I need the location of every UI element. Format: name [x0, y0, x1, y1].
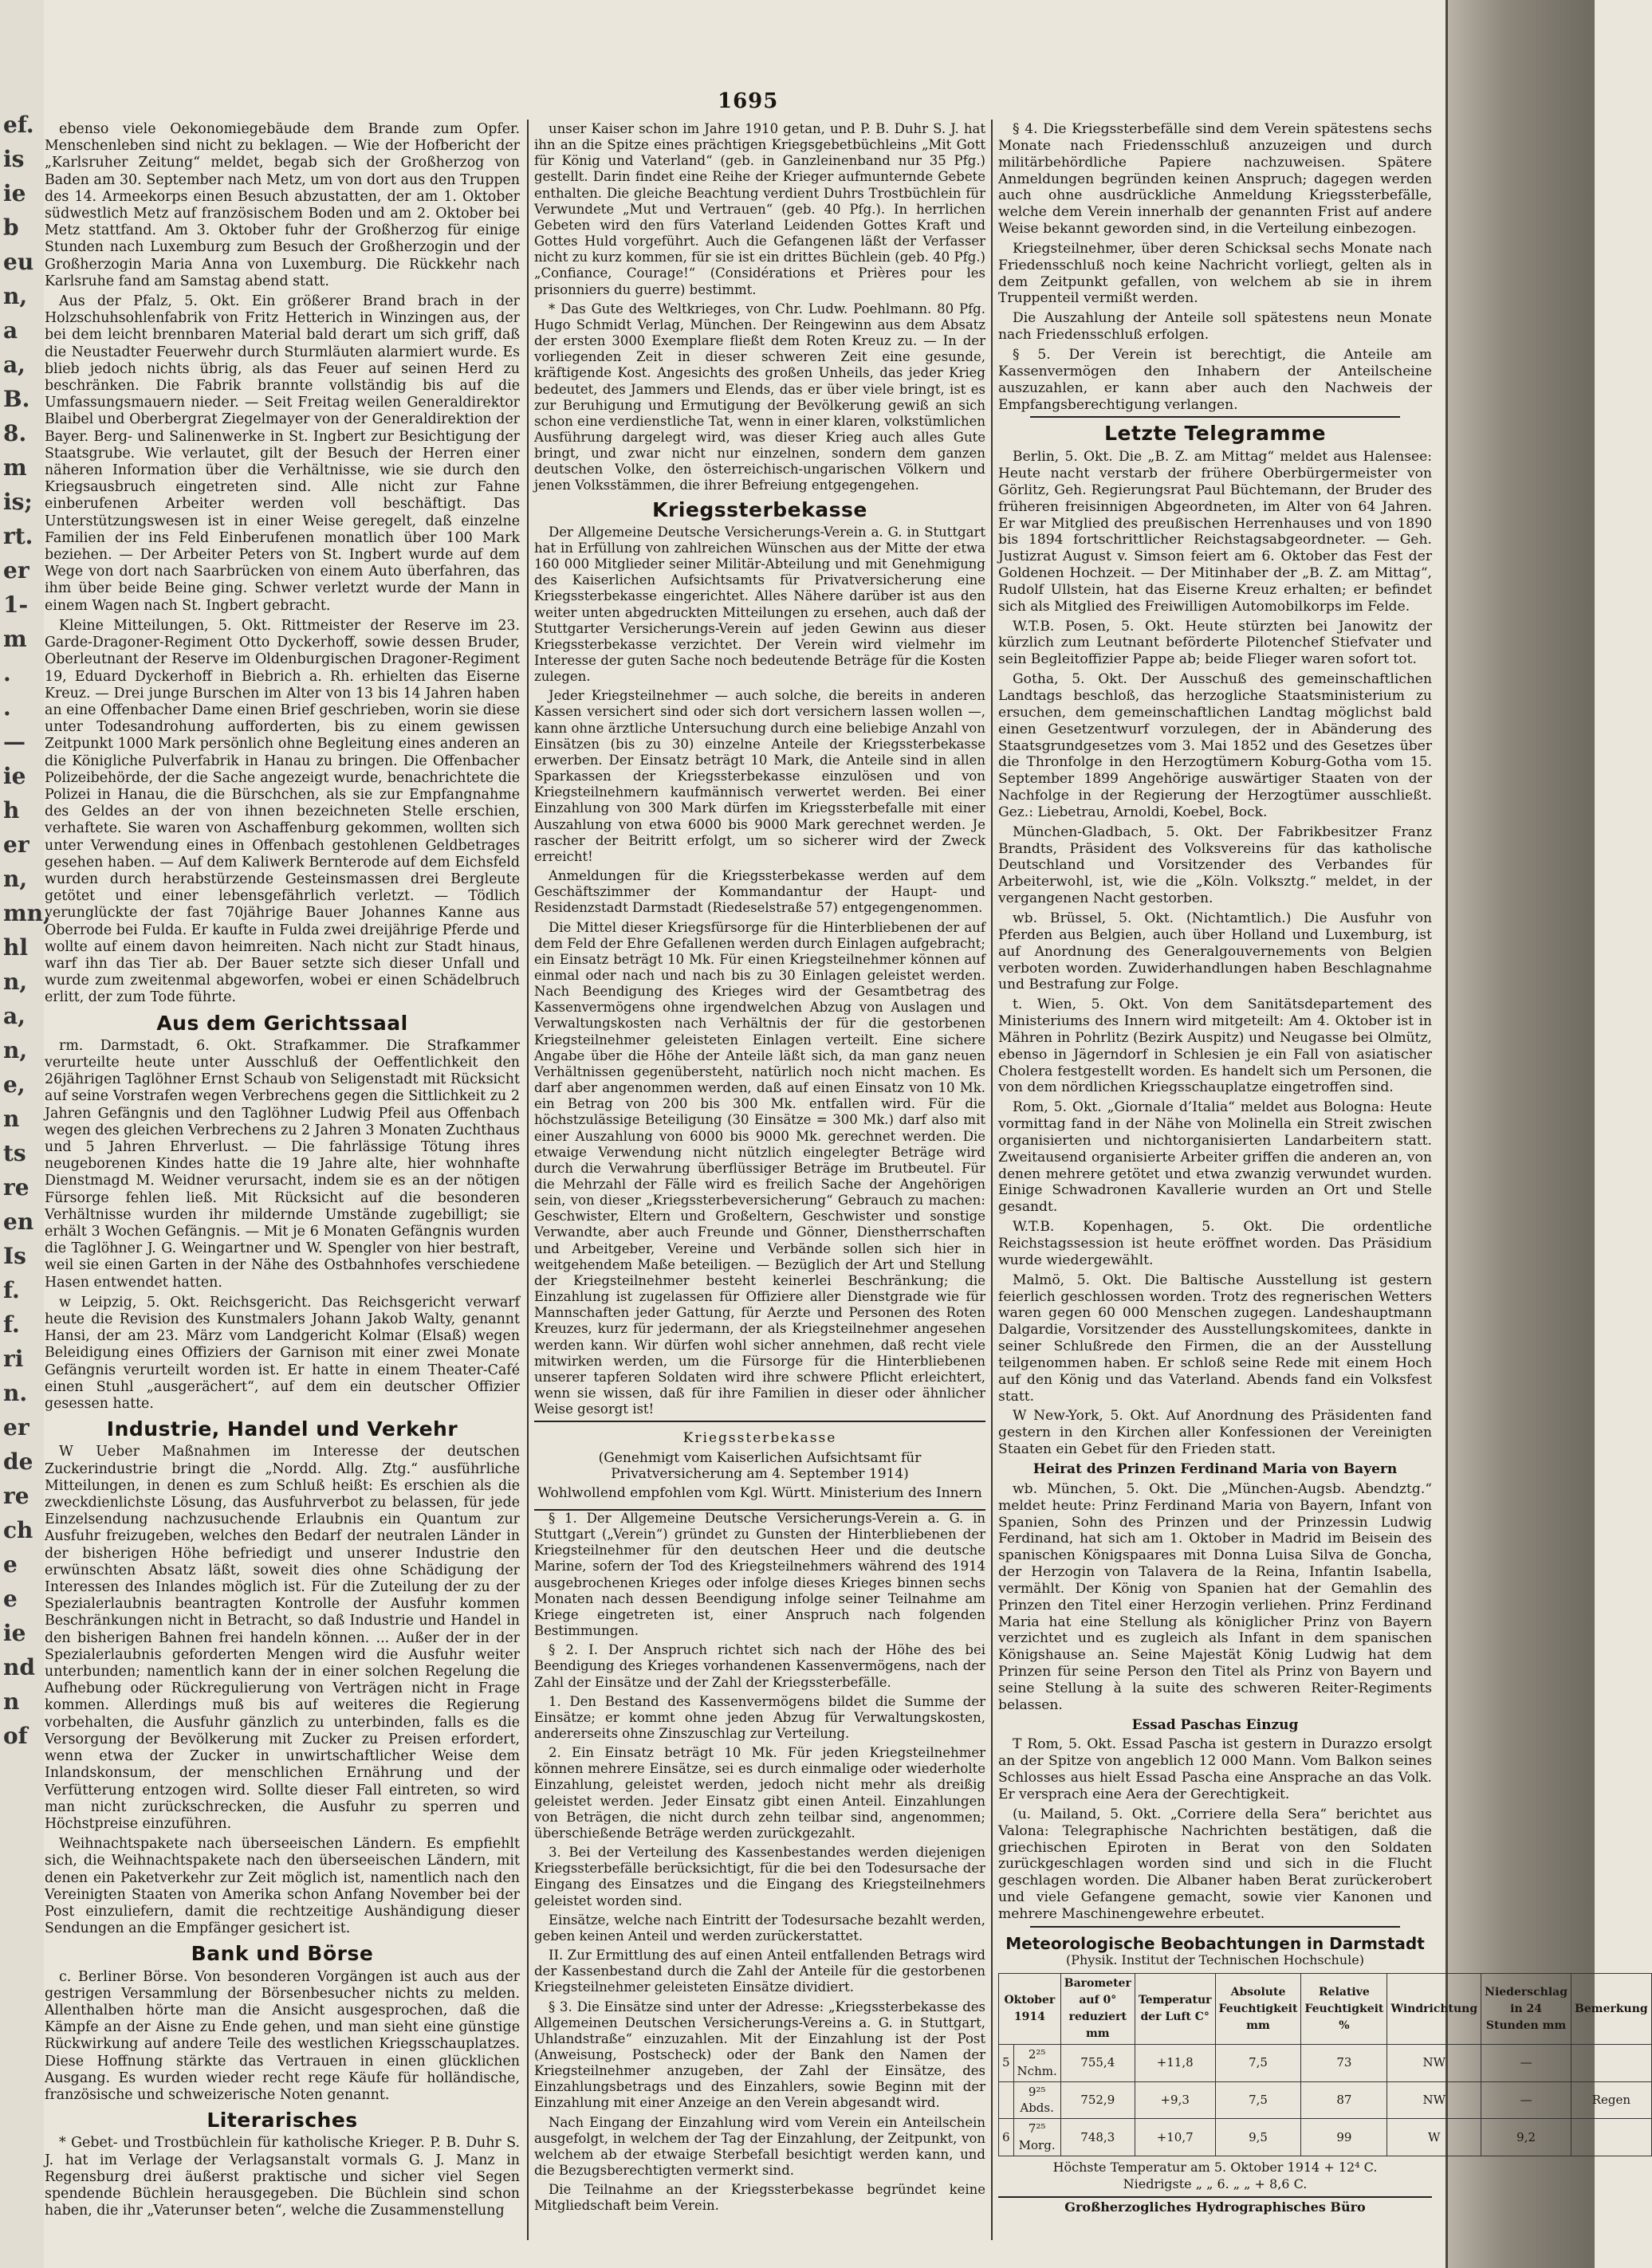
heading-industrie: Industrie, Handel und Verkehr [106, 1417, 458, 1441]
statute-section-1: § 1. Der Allgemeine Deutsche Versicherungs-Verein a. G. in Stuttgart („Verein“) gründet zu Gunsten der Hinterbliebenen der Kriegsteilnehmer für den deutschen Heer und die deutsche Marine, sofern der Tod des Kriegsteilnehmers während des 1914 ausgebrochenen Krieges oder infolge dieses Krieges binnen sechs Monaten nach dessen Beendigung infolge seiner Teilnahme am Kriege eingetreten ist, einer Anspruch nach folgenden Bestimmungen. [534, 1510, 985, 1639]
page-edge-line [1446, 0, 1448, 2268]
telegram-new-york: W New-York, 5. Okt. Auf Anordnung des Präsidenten fand gestern in den Kirchen aller Konfessionen der Vereinigten Staaten ein Gebet für den Frieden statt. [998, 1408, 1432, 1458]
left-margin-fragment: n, [3, 1037, 28, 1063]
heading-essad-pascha: Essad Paschas Einzug [1131, 1716, 1299, 1733]
statute-section-2-4: Einsätze, welche nach Eintritt der Todesursache bezahlt werden, geben keinen Anteil und werden zurückerstattet. [534, 1912, 985, 1944]
article-baden: ebenso viele Oekonomiegebäude dem Brande zum Opfer. Menschenleben sind nicht zu beklagen. — Wie der Hofbericht der „Karlsruher Zeitung“ meldet, begab sich der Großherzog von Baden am 30. September nach Metz, um von dort aus den Truppen des 14. Armeekorps einen Besuch abzustatten, der am 1. Oktober südwestlich Metz auf französischem Boden und am 2. Oktober bei Metz stattfand. Am 3. Oktober fuhr der Großherzog für einige Stunden nach Luxemburg zum Besuch der Großherzogin und der Großherzogin Maria Anna von Luxemburg. Die Rückkehr nach Karlsruhe fand am Samstag abend statt. [45, 121, 520, 289]
left-margin-fragment: a, [3, 352, 26, 378]
left-margin-fragment: er [3, 557, 30, 584]
book-binding-edge [1447, 0, 1595, 2268]
page-number: 1695 [718, 89, 779, 113]
left-margin-fragment: ie [3, 1620, 26, 1646]
left-margin-fragment: n. [3, 1380, 28, 1406]
left-margin-fragment: 8. [3, 420, 27, 446]
left-margin-fragment: rt. [3, 523, 33, 549]
statute-recommendation: Wohlwollend empfohlen vom Kgl. Württ. Ministerium des Innern [537, 1484, 982, 1501]
column-1 [45, 121, 520, 2223]
statute-box [534, 1421, 985, 1511]
col-header-abs-humidity: Absolute Feuchtigkeit mm [1215, 1974, 1301, 2044]
col-header-remark: Bemerkung [1571, 1974, 1652, 2044]
column-3 [998, 121, 1648, 2215]
telegram-rom-essad: T Rom, 5. Okt. Essad Pascha ist gestern in Durazzo ersolgt an der Spitze von angeblich 12 000 Mann. Vom Balkon seines Schlosses aus hielt Essad Pascha eine Ansprache an das Volk. Er versprach eine Aera der Gerechtigkeit. [998, 1736, 1432, 1802]
table-cell: NW [1387, 2081, 1481, 2119]
telegram-posen: W.T.B. Posen, 5. Okt. Heute stürzten bei Janowitz der kürzlich zum Leutnant beförderte Pilotenchef Stiefvater und sein Begleitoffizier Pappe ab; beide Flieger waren sofort tot. [998, 618, 1432, 668]
article-darmstadt-strafkammer: rm. Darmstadt, 6. Okt. Strafkammer. Die Strafkammer verurteilte heute unter Ausschluß der Oeffentlichkeit den 26jährigen Taglöhner Ernst Schaub von Seligenstadt mit Rücksicht auf seine Vorstrafen wegen Verbrechens gegen die Sittlichkeit zu 2 Jahren Gefängnis und den Taglöhner Ludwig Pfeil aus Offenbach wegen des gleichen Verbrechens zu 2 Jahren 3 Monaten Zuchthaus und 5 Jahren Ehrverlust. — Die fahrlässige Tötung ihres neugeborenen Kindes hatte die 19 Jahre alte, hier wohnhafte Dienstmagd M. Weidner verursacht, indem sie es an der nötigen Fürsorge fehlen ließ. Mit Rücksicht auf die besonderen Verhältnisse wurden ihr mildernde Umstände zugebilligt; sie erhält 3 Wochen Gefängnis. — Mit je 6 Monaten Gefängnis wurden die Taglöhner J. G. Weingartner und W. Spengler von hier bestraft, weil sie einen Garten in der Nähe des Ostbahnhofes verschiedene Hasen entwendet hatten. [45, 1037, 520, 1291]
left-margin-fragment: — [3, 729, 26, 755]
table-cell: — [1481, 2044, 1571, 2081]
left-page-gutter [0, 0, 51, 2268]
left-margin-fragment: e [3, 1551, 18, 1578]
telegram-malmoe: Malmö, 5. Okt. Die Baltische Ausstellung ist gestern feierlich geschlossen worden. Trotz des regnerischen Wetters waren gegen 60 000 Menschen zugegen. Landeshauptmann Dalgardie, Vorsitzender des Ausstellungskomitees, dankte in seiner Schlußrede den Firmen, die an der Ausstellung teilgenommen haben. Er schloß seine Rede mit einem Hoch auf den König und das Vaterland. Abends fand ein Volksfest statt. [998, 1272, 1432, 1405]
left-margin-fragment: e [3, 1586, 18, 1612]
article-gebetbuechlein: * Gebet- und Trostbüchlein für katholische Krieger. P. B. Duhr S. J. hat im Verlage der Verlagsanstalt vormals G. J. Manz in Regensburg drei äußerst praktische und sicher viel Segen spendende Büchlein herausgegeben. Die Büchlein sind schon haben, die ihr „Vaterunser beten“, welche die Zusammenstellung [45, 2135, 520, 2219]
left-margin-fragment: a, [3, 1003, 26, 1029]
statute-section-2-5: II. Zur Ermittlung des auf einen Anteil entfallenden Betrags wird der Kassenbestand durch die Zahl der Anteile für die gestorbenen Kriegsteilnehmer geleisteten Einsätze dividiert. [534, 1948, 985, 1995]
left-margin-fragment: ie [3, 180, 26, 206]
left-margin-fragment: de [3, 1448, 33, 1475]
table-cell: W [1387, 2119, 1481, 2156]
article-kriegsgebetbuechlein: unser Kaiser schon im Jahre 1910 getan, und P. B. Duhr S. J. hat ihn an die Spitze eines prächtigen Kriegsgebetbüchleins „Mit Gott für König und Vaterland“ (geb. in Ganzleinenband nur 35 Pfg.) gestellt. Darin findet eine Reihe der Krieger aufmunternde Gebete enthalten. Die gleiche Beachtung verdient Duhrs Trostbüchlein für Verwundete „Mut und Vertrauen“ (geb. 40 Pfg.). In herrlichen Gebeten wird den fürs Vaterland Leidenden Gottes Kraft und Gottes Huld vorgeführt. Auch die Gefangenen läßt der Verfasser nicht zu kurz kommen, für sie ist ein drittes Büchlein (geb. 40 Pfg.) „Confiance, Courage!“ (Considérations et Prières pour les prisonniers du guerre) bestimmt. [534, 121, 985, 297]
table-cell: 99 [1301, 2119, 1387, 2156]
table-row [999, 2081, 1652, 2119]
col-header-barometer: Barometer auf 0° reduziert mm [1060, 1974, 1135, 2044]
left-margin-fragment: mn, [3, 900, 51, 926]
article-weihnachtspakete: Weihnachtspakete nach überseeischen Ländern. Es empfiehlt sich, die Weihnachtspakete nach den überseeischen Ländern, mit denen ein Paketverkehr zur Zeit möglich ist, namentlich nach den Vereinigten Staaten von Amerika schon Anfang November bei der Post einzuliefern, damit die rechtzeitige Aushändigung dieser Sendungen an die Empfänger gesichert ist. [45, 1836, 520, 1937]
table-cell: 2²⁵ Nchm. [1013, 2044, 1060, 2081]
left-margin-fragment: ri [3, 1346, 24, 1372]
statute-section-3-2: Nach Eingang der Einzahlung wird vom Verein ein Anteilschein ausgefolgt, in welchem der Tag der Einzahlung, der Zeitpunkt, von welchem ab der etwaige Sterbefall besichtigt werden kann, und die Bezugsberechtigten vermerkt sind. [534, 2114, 985, 2179]
left-margin-fragment: ef. [3, 112, 34, 138]
table-cell: +11,8 [1135, 2044, 1215, 2081]
telegram-berlin: Berlin, 5. Okt. Die „B. Z. am Mittag“ meldet aus Halensee: Heute nacht verstarb der frühere Oberbürgermeister von Görlitz, Geh. Regierungsrat Paul Büchtemann, der Bruder des früheren freisinnigen Abgeordneten, im Alter von 64 Jahren. Er war Mitglied des preußischen Herrenhauses und von 1890 bis 1894 fortschrittlicher Reichstagsabgeordneter. — Geh. Justizrat August v. Simson feiert am 6. Oktober das Fest der Goldenen Hochzeit. — Der Mitinhaber der „B. Z. am Mittag“, Rudolf Ullstein, hat das Eiserne Kreuz erhalten; er befindet sich als Mitglied des Freiwilligen Automobilkorps im Felde. [998, 449, 1432, 615]
left-margin-fragment: hl [3, 934, 28, 961]
left-margin-fragment: f. [3, 1277, 20, 1303]
statute-section-2-2: 2. Ein Einsatz beträgt 10 Mk. Für jeden Kriegsteilnehmer können mehrere Einsätze, sei es durch einmalige oder wiederholte Einzahlung, geleistet werden, jedoch nicht mehr als dreißig geleistet werden. Jeder Einsatz gibt einen Anteil. Einzahlungen von Beträgen, die nicht durch zehn teilbar sind, angenommen; überschießende Beträge werden zurückgezahlt. [534, 1745, 985, 1841]
table-cell: 6 [999, 2119, 1014, 2156]
left-margin-fragment: 1- [3, 592, 29, 618]
table-cell: 7²⁵ Morg. [1013, 2119, 1060, 2156]
left-margin-fragment: eu [3, 249, 34, 275]
left-margin-fragment: m [3, 454, 27, 481]
heading-letzte-telegramme: Letzte Telegramme [1104, 422, 1326, 446]
left-margin-fragment: n, [3, 283, 28, 309]
left-margin-fragment: er [3, 1414, 30, 1441]
weather-table [998, 1973, 1652, 2156]
left-margin-fragment: B. [3, 386, 30, 412]
telegram-mailand: (u. Mailand, 5. Okt. „Corriere della Sera“ berichtet aus Valona: Telegraphische Nachrichten bestätigen, daß die griechischen Epiroten in Berat von den Soldaten zurückgeschlagen worden sind und sich in die Flucht geschlagen worden. Die Albaner haben Berat zurückerobert und viele Gefangene gemacht, sowie vier Kanonen und mehrere Maschinengewehre erbeutet. [998, 1806, 1432, 1922]
left-margin-fragment: a [3, 317, 18, 344]
statute-section-4: § 4. Die Kriegssterbefälle sind dem Verein spätestens sechs Monate nach Friedensschluß anzuzeigen und durch militärbehördliche Papiere nachzuweisen. Spätere Anmeldungen begründen keinen Anspruch; dagegen werden auch ohne ausdrückliche Anmeldung Kriegssterbefälle, welche dem Verein innerhalb der genannten Frist auf andere Weise bekannt geworden sind, in die Verteilung einbezogen. [998, 121, 1432, 238]
divider-rule [1030, 416, 1400, 418]
heading-bank-boerse: Bank und Börse [191, 1942, 374, 1966]
article-kleine-mitteilungen: Kleine Mitteilungen, 5. Okt. Rittmeister der Reserve im 23. Garde-Dragoner-Regiment Otto Dyckerhoff, sowie dessen Bruder, Oberleutnant der Reserve im Oldenburgischen Dragoner-Regiment 19, Eduard Dyckerhoff in Biebrich a. Rh. erhielten das Eiserne Kreuz. — Drei junge Burschen im Alter von 13 bis 14 Jahren haben an eine Offenbacher Dame einen Brief geschrieben, worin sie diese unter Todesandrohung aufforderten, bis zu einem gewissen Zeitpunkt 1000 Mark persönlich ohne Begleitung eines anderen an die Königliche Pulverfabrik in Hanau zu bringen. Die Offenbacher Polizeibehörde, der die Sache angezeigt wurde, benachrichtete die Polizei in Hanau, die die Bürschchen, als sie zur Empfangnahme des Geldes an der von ihnen bezeichneten Stelle erschien, verhaftete. Sie waren von Aschaffenburg gekommen, wollten sich unter Verwendung eines in Offenbach gestohlenen Geldbetrages gesehen haben. — Auf dem Kaliwerk Bernterode auf dem Eichsfeld wurden durch herabstürzende Gesteinsmassen drei Bergleute getötet und einer lebensgefährlich verletzt. — Tödlich verunglückte der fast 70jährige Bauer Johannes Kanne aus Oberrode bei Fulda. Er kaufte in Fulda zwei dreijährige Pferde und wollte auf einem davon heimreiten. Nach nicht zur Stadt hinaus, warf ihn das Tier ab. Der Bauer setzte sich dieser Unfall und wurde zum zweitenmal abgeworfen, wobei er einen Schädelbruch erlitt, der zum Tode führte. [45, 617, 520, 1006]
column-divider-2 [991, 120, 993, 2240]
telegram-kopenhagen: W.T.B. Kopenhagen, 5. Okt. Die ordentliche Reichstagssession ist heute eröffnet worden. Das Präsidium wurde wiedergewählt. [998, 1219, 1432, 1268]
weather-bureau-footer: Großherzogliches Hydrographisches Büro [998, 2196, 1432, 2216]
table-cell: 5 [999, 2044, 1014, 2081]
telegram-muenchen-heirat: wb. München, 5. Okt. Die „München-Augsb. Abendztg.“ meldet heute: Prinz Ferdinand Maria von Bayern, Infant von Spanien, Sohn des Prinzen und der Prinzessin Ludwig Ferdinand, hat sich am 1. Oktober in Madrid im Beisein des spanischen Königspaares mit Donna Luisa Silva de Goncha, der Herzogin von Talavera de la Reina, Infantin Isabella, vermählt. Der König von Spanien hat der Gemahlin des Prinzen den Titel einer Herzogin verliehen. Prinz Ferdinand Maria hat eine Stellung als königlicher Prinz von Bayern verzichtet und es zugleich als Infant in dem spanischen Königshause an. Seine Majestät König Ludwig hat dem Prinzen für seine Person den Titel als Prinz von Bayern und seine Stellung à la suite des schweren Reiter-Regiments belassen. [998, 1480, 1432, 1713]
table-cell: 755,4 [1060, 2044, 1135, 2081]
left-margin-fragment: n, [3, 866, 28, 892]
heading-gerichtssaal: Aus dem Gerichtssaal [156, 1011, 408, 1035]
left-margin-fragment: ch [3, 1517, 33, 1543]
left-margin-fragment: m [3, 626, 27, 652]
left-margin-fragment: Is [3, 1243, 26, 1269]
weather-min-temp: Niedrigste „ „ 6. „ „ + 8,6 C. [1123, 2176, 1308, 2191]
heading-literarisches: Literarisches [206, 2109, 358, 2132]
table-cell [1571, 2119, 1652, 2156]
weather-table-header [999, 1974, 1652, 2044]
table-cell: 7,5 [1215, 2044, 1301, 2081]
kriegssterbekasse-mittel: Die Mittel dieser Kriegsfürsorge für die Hinterbliebenen der auf dem Feld der Ehre Gefallenen werden durch Einlagen aufgebracht; ein Einsatz beträgt 10 Mk. Für einen Kriegsteilnehmer können auf einmal oder nach und nach bis zu 30 Einlagen geleistet werden. Nach Beendigung des Krieges wird der Gesamtbetrag des Kassenvermögens ohne irgendwelchen Abzug von Auslagen und Verwaltungskosten nach Verhältnis der für die gestorbenen Kriegsteilnehmer geleisteten Einlagen verteilt. Eine sichere Angabe über die Höhe der Anteile läßt sich, da man ganz neuen Verhältnissen gegenübersteht, natürlich noch nicht machen. Es darf aber angenommen werden, daß auf einen Einsatz von 10 Mk. ein Betrag von 200 bis 300 Mk. entfallen wird. Für die höchstzulässige Beteiligung (30 Einsätze = 300 Mk.) darf also mit einer Auszahlung von 6000 bis 9000 Mk. gerechnet werden. Die etwaige Verwendung nicht nützlich eingelegter Beträge wird durch die Verwahrung überflüssiger Beträge im Brutbeutel. Für die Mehrzahl der Fälle wird es freilich Sache der Angehörigen sein, von dieser „Kriegssterbeversicherung“ Gebrauch zu machen: Geschwister, Eltern und Großeltern, Geschwister und sonstige Verwandte, aber auch Freunde und Gönner, Dienstherrschaften und Arbeitgeber, Vereine und Verbände sollen sich hier in weitgehendem Maße beteiligen. — Bezüglich der Art und Stellung der Kriegsteilnehmer besteht keinerlei Beschränkung; die Einzahlung ist zugelassen für Offiziere aller Dienstgrade wie für Mannschaften jeder Gattung, für Aerzte und Personen des Roten Kreuzes, kurz für jedermann, der als Kriegsteilnehmer angesehen werden kann. Wir dürfen wohl sicher annehmen, daß recht viele mitwirken werden, um die Fürsorge für die Hinterbliebenen unserer tapferen Soldaten wird ihre schwere Pflicht erleichtert, wenn sie wissen, daß für ihre Familien in dieser oder ähnlicher Weise gesorgt ist! [534, 919, 985, 1417]
table-cell: Regen [1571, 2081, 1652, 2119]
table-cell: 748,3 [1060, 2119, 1135, 2156]
telegram-wien: t. Wien, 5. Okt. Von dem Sanitätsdepartement des Ministeriums des Innern wird mitgeteilt: Am 4. Oktober ist in Mähren in Pohrlitz (Bezirk Auspitz) und Neugasse bei Olmütz, ebenso in Jägerndorf in Schlesien je ein Fall von asiatischer Cholera festgestellt worden. Es handelt sich um Personen, die von dem nördlichen Kriegsschauplatze eingetroffen sind. [998, 996, 1432, 1096]
left-margin-fragment: of [3, 1723, 28, 1749]
statute-section-3: § 3. Die Einsätze sind unter der Adresse: „Kriegssterbekasse des Allgemeinen Deutschen Versicherungs-Vereins a. G. in Stuttgart, Uhlandstraße“ einzuzahlen. Mit der Einzahlung ist der Post (Anweisung, Postscheck) oder der Bank den Namen der Kriegsteilnehmer anzugeben, der Zahl der Einsätze, des Einzahlungsbetrags und des Einzahlers, sowie Beginn mit der Einzahlung mit einer Anzeige an den Verein abgesandt wird. [534, 1999, 985, 2111]
left-margin-fragment: e, [3, 1071, 26, 1098]
kriegssterbekasse-anmeldungen: Anmeldungen für die Kriegssterbekasse werden auf dem Geschäftszimmer der Kommandantur der Haupt- und Residenzstadt Darmstadt (Riedeselstraße 57) entgegengenommen. [534, 868, 985, 916]
col-header-wind: Windrichtung [1387, 1974, 1481, 2044]
statute-section-2: § 2. I. Der Anspruch richtet sich nach der Höhe des bei Beendigung des Krieges vorhandenen Kassenvermögens, nach der Zahl der Einsätze und der Zahl der Kriegssterbefälle. [534, 1642, 985, 1690]
telegram-bruessel: wb. Brüssel, 5. Okt. (Nichtamtlich.) Die Ausfuhr von Pferden aus Belgien, auch über Holland und Luxemburg, ist auf Anordnung des Generalgouvernements von Belgien verboten worden. Zuwiderhandlungen haben Beschlagnahme und Bestrafung zur Folge. [998, 910, 1432, 993]
left-margin-fragment: re [3, 1174, 30, 1201]
statute-approval: (Genehmigt vom Kaiserlichen Aufsichtsamt für Privatversicherung am 4. September 1914) [598, 1449, 922, 1482]
table-row [999, 2119, 1652, 2156]
divider-rule-2 [1030, 1926, 1400, 1928]
left-margin-fragment: nd [3, 1654, 35, 1680]
weather-table-subtitle: (Physik. Institut der Technischen Hochschule) [1065, 1952, 1364, 1967]
weather-max-temp: Höchste Temperatur am 5. Oktober 1914 + 12⁴ C. [1052, 2159, 1378, 2175]
statute-section-4-2: Kriegsteilnehmer, über deren Schicksal sechs Monate nach Friedensschluß noch keine Nachricht vorliegt, gelten als in dem Zeitpunkt gefallen, von welchem ab sie in ihrem Truppenteil vermißt werden. [998, 240, 1432, 307]
table-cell: +10,7 [1135, 2119, 1215, 2156]
table-cell: — [1481, 2081, 1571, 2119]
telegram-rom: Rom, 5. Okt. „Giornale d’Italia“ meldet aus Bologna: Heute vormittag fand in der Nähe von Molinella ein Streit zwischen organisierten und nichtorganisierten Landarbeitern statt. Zweitausend organisierte Arbeiter griffen die anderen an, von denen mehrere getötet und etwa zwanzig verwundet wurden. Einige Schwadronen Kavallerie wurden an Ort und Stelle gesandt. [998, 1099, 1432, 1216]
table-cell: 7,5 [1215, 2081, 1301, 2119]
statute-section-3-3: Die Teilnahme an der Kriegssterbekasse begründet keine Mitgliedschaft beim Verein. [534, 2182, 985, 2214]
table-cell: 9,2 [1481, 2119, 1571, 2156]
telegram-muenchen-gladbach: München-Gladbach, 5. Okt. Der Fabrikbesitzer Franz Brandts, Präsident des Volksvereins für das katholische Deutschland und Vorsitzender des Verbandes für Arbeiterwohl, ist, wie die „Köln. Volksztg.“ meldet, in der vergangenen Nacht gestorben. [998, 823, 1432, 907]
left-margin-fragment: ie [3, 763, 26, 789]
left-margin-fragment: h [3, 797, 20, 823]
col-header-date: Oktober 1914 [999, 1974, 1061, 2044]
col-header-precipitation: Niederschlag in 24 Stunden mm [1481, 1974, 1571, 2044]
statute-section-5: § 5. Der Verein ist berechtigt, die Anteile am Kassenvermögen den Inhabern der Anteilscheine auszuzahlen, er kann aber auch den Nachweis der Empfangsberechtigung verlangen. [998, 346, 1432, 413]
table-cell: 752,9 [1060, 2081, 1135, 2119]
heading-kriegssterbekasse: Kriegssterbekasse [652, 497, 867, 521]
kriegssterbekasse-teilnehmer: Jeder Kriegsteilnehmer — auch solche, die bereits in anderen Kassen versichert sind oder sich dort versichern lassen wollen —, kann ohne ärztliche Untersuchung durch eine beliebige Anzahl von Einsätzen (bis zu 30) einzelne Anteile der Kriegssterbekasse erwerben. Der Einsatz beträgt 10 Mark, die Anteile sind in allen Sparkassen der Kriegssterbekasse einzulösen und von Kriegsteilnehmern kaufmännisch verwertet werden. Bei einer Einzahlung von 300 Mark dürfen im Kriegssterbefalle mit einer Auszahlung von etwa 6000 bis 9000 Mark gerechnet werden. Je rascher der Beitritt erfolgt, um so sicherer wird der Zweck erreicht! [534, 688, 985, 864]
left-margin-fragment: n, [3, 969, 28, 995]
table-row [999, 2044, 1652, 2081]
article-berliner-boerse: c. Berliner Börse. Von besonderen Vorgängen ist auch aus der gestrigen Versammlung der Börsenbesucher nichts zu melden. Allenthalben hörte man die Ansicht ausgesprochen, daß die Kämpfe an der Aisne zu Ende gehen, und man sieht eine günstige Rückwirkung auf andere Teile des westlichen Kriegsschauplatzes. Diese Hoffnung stärkte das Vertrauen in einen glücklichen Ausgang. Es wurden wieder recht rege Käufe für holländische, französische und schweizerische Noten genannt. [45, 1968, 520, 2103]
left-margin-fragment: . [3, 694, 11, 721]
column-divider-1 [527, 120, 529, 2240]
weather-table-title: Meteorologische Beobachtungen in Darmstadt [1005, 1933, 1425, 1953]
left-margin-fragment: er [3, 831, 30, 858]
table-cell: 73 [1301, 2044, 1387, 2081]
article-pfalz: Aus der Pfalz, 5. Okt. Ein größerer Brand brach in der Holzschuhsohlenfabrik von Fritz Hetterich in Winzingen aus, der bei dem leicht brennbaren Material bald derart um sich griff, daß die Neustadter Feuerwehr durch Sturmläuten alarmiert wurde. Es blieb jedoch nichts übrig, als das Feuer auf seinen Herd zu beschränken. Die Fabrik brannte vollständig bis auf die Umfassungsmauern nieder. — Seit Freitag weilen Generaldirektor Blaibel und Oberbergrat Ziegelmayer von der Generaldirektion der Bayer. Berg- und Salinenwerke in St. Ingbert zur Besichtigung der Staatsgrube. Wie verlautet, gilt der Besuch der Herren einer näheren Information über die Verhältnisse, wie sie durch den Kriegsausbruch eingetreten sind. Alle nicht zur Fahne einberufenen Arbeiter werden voll beschäftigt. Das Unterstützungswesen ist in einer Weise geregelt, daß einzelne Familien der ins Feld Einberufenen monatlich über 100 Mark beziehen. — Der Arbeiter Peters von St. Ingbert wurde auf dem Wege von dort nach Saarbrücken von einem Auto überfahren, das ihm über beide Beine ging. Schwer verletzt wurde der Mann in einem Wagen nach St. Ingbert gebracht. [45, 293, 520, 614]
table-cell: NW [1387, 2044, 1481, 2081]
left-margin-fragment: n [3, 1688, 20, 1715]
left-margin-fragment: n [3, 1106, 20, 1132]
col-header-temperature: Temperatur der Luft C° [1135, 1974, 1215, 2044]
table-cell: +9,3 [1135, 2081, 1215, 2119]
kriegssterbekasse-intro: Der Allgemeine Deutsche Versicherungs-Verein a. G. in Stuttgart hat in Erfüllung von zahlreichen Wünschen aus der Mitte der etwa 160 000 Mitglieder seiner Militär-Abteilung und mit Genehmigung des Kaiserlichen Aufsichtsamts für Privatversicherung eine Kriegssterbekasse eingerichtet. Alles Nähere darüber ist aus den weiter unten abgedruckten Mitteilungen zu ersehen, auch daß der Stuttgarter Versicherungs-Verein auf jeden Gewinn aus dieser Kriegssterbekasse verzichtet. Der Verein wird vielmehr im Interesse der guten Sache noch bedeutende Beträge für die Kosten zulegen. [534, 524, 985, 685]
table-cell: 9²⁵ Abds. [1013, 2081, 1060, 2119]
left-margin-fragment: is [3, 146, 25, 172]
left-margin-fragment: is; [3, 489, 33, 515]
left-margin-fragment: . [3, 660, 11, 686]
article-zuckerindustrie: W Ueber Maßnahmen im Interesse der deutschen Zuckerindustrie bringt die „Nordd. Allg. Ztg.“ ausführliche Mitteilungen, in denen es zum Schluß heißt: Es erschien als die zweckdienlichste Lösung, das Ausfuhrverbot zu belassen, für jede Einzelsendung nachzusuchende Erlaubnis ein Quantum zur Ausfuhr freizugeben, welches den Bedarf der neutralen Länder in der bisherigen Höhe befriedigt und unserer Industrie den erwünschten Absatz läßt, soweit dies ohne Schädigung der Interessen des Inlandes möglich ist. Für die Zuteilung der zu der Spezialerlaubnis beantragten Kontrolle der Ausfuhr kommen Beschränkungen nicht in Betracht, so daß Industrie und Handel in den bisherigen Bahnen frei handeln können. ... Außer der in der Spezialerlaubnis geforderten Mengen wird die Ausfuhr weiter unterbunden; namentlich kann der in einer solchen Regelung die Aufhebung oder Rückregulierung von Verträgen nicht in Frage kommen. Allerdings muß bis auf weiteres die Regierung vorbehalten, die Ausfuhr gänzlich zu unterbinden, falls es die Versorgung der Bevölkerung mit Zucker zu Preisen erfordert, wenn etwa der Zucker in unwirtschaftlicher Weise dem Inlandskonsum, der menschlichen Ernährung und der Verfütterung entzogen wird. Sollte dieser Fall eintreten, so wird man nicht zurückschrecken, die Ausfuhr zu sperren und Höchstpreise einzuführen. [45, 1444, 520, 1832]
table-cell: 9,5 [1215, 2119, 1301, 2156]
table-cell [1571, 2044, 1652, 2081]
article-gute-des-weltkrieges: * Das Gute des Weltkrieges, von Chr. Ludw. Poehlmann. 80 Pfg. Hugo Schmidt Verlag, München. Der Reingewinn aus dem Absatz der ersten 3000 Exemplare fließt dem Roten Kreuz zu. — In der vorliegenden Zeit in dieser schweren Zeit eine gesunde, kräftigende Kost. Angesichts des großen Unheils, das jeder Krieg bedeutet, des Jammers und Elends, das er über viele bringt, ist es zur Beruhigung und Ermutigung der Bevölkerung gewiß an sich schon eine verdienstliche Tat, wenn in einer klaren, volkstümlichen Ausführung dargelegt wird, was dieser Krieg auch alles Gute bringt, und zwar nicht nur einzelnen, sondern dem ganzen deutschen Volke, den österreichisch-ungarischen Völkern und jenen Volksstämmen, die ihrer Befreiung entgegengehen. [534, 301, 985, 493]
article-leipzig-reichsgericht: w Leipzig, 5. Okt. Reichsgericht. Das Reichsgericht verwarf heute die Revision des Kunstmalers Johann Jakob Walty, genannt Hansi, der am 23. März vom Landgericht Kolmar (Elsaß) wegen Beleidigung eines Offiziers der Garnison mit einer zwei Monate Gefängnis verurteilt worden ist. Er hatte in einem Theater-Café einen Stuhl „ausgerächert“, auf dem ein deutscher Offizier gesessen hatte. [45, 1294, 520, 1413]
statute-section-4-3: Die Auszahlung der Anteile soll spätestens neun Monate nach Friedensschluß erfolgen. [998, 310, 1432, 344]
left-margin-fragment: ts [3, 1140, 26, 1166]
left-margin-fragment: b [3, 214, 19, 241]
statute-title: Kriegssterbekasse [682, 1430, 837, 1447]
column-2 [534, 121, 985, 2218]
col-header-rel-humidity: Relative Feuchtigkeit % [1301, 1974, 1387, 2044]
heading-heirat-prinz: Heirat des Prinzen Ferdinand Maria von Bayern [1032, 1460, 1398, 1477]
table-cell: 87 [1301, 2081, 1387, 2119]
left-margin-fragment: f. [3, 1311, 20, 1338]
left-margin-fragment: re [3, 1483, 30, 1509]
left-margin-fragment: en [3, 1209, 34, 1235]
table-cell [999, 2081, 1014, 2119]
statute-section-2-3: 3. Bei der Verteilung des Kassenbestandes werden diejenigen Kriegssterbefälle berücksichtigt, für die bei den Todesursache der Eingang des Einsatzes und die Eingang des Kriegsteilnehmers geleistet worden sind. [534, 1845, 985, 1908]
telegram-gotha: Gotha, 5. Okt. Der Ausschuß des gemeinschaftlichen Landtags beschloß, das herzogliche Staatsministerium zu ersuchen, dem gemeinschaftlichen Landtag möglichst bald einen Gesetzentwurf vorzulegen, der in Abänderung des Staatsgrundgesetzes vom 3. Mai 1852 und des Gesetzes über die Thronfolge in den Herzogtümern Koburg-Gotha vom 15. September 1899 Angehörige auswärtiger Staaten von der Nachfolge in der Regierung der Herzogtümer ausschließt. Gez.: Liebetrau, Arnoldi, Koebel, Bock. [998, 671, 1432, 820]
statute-section-2-1: 1. Den Bestand des Kassenvermögens bildet die Summe der Einsätze; er kommt ohne jeden Abzug für Verwaltungskosten, andererseits ohne Zinszuschlag zur Verteilung. [534, 1693, 985, 1741]
